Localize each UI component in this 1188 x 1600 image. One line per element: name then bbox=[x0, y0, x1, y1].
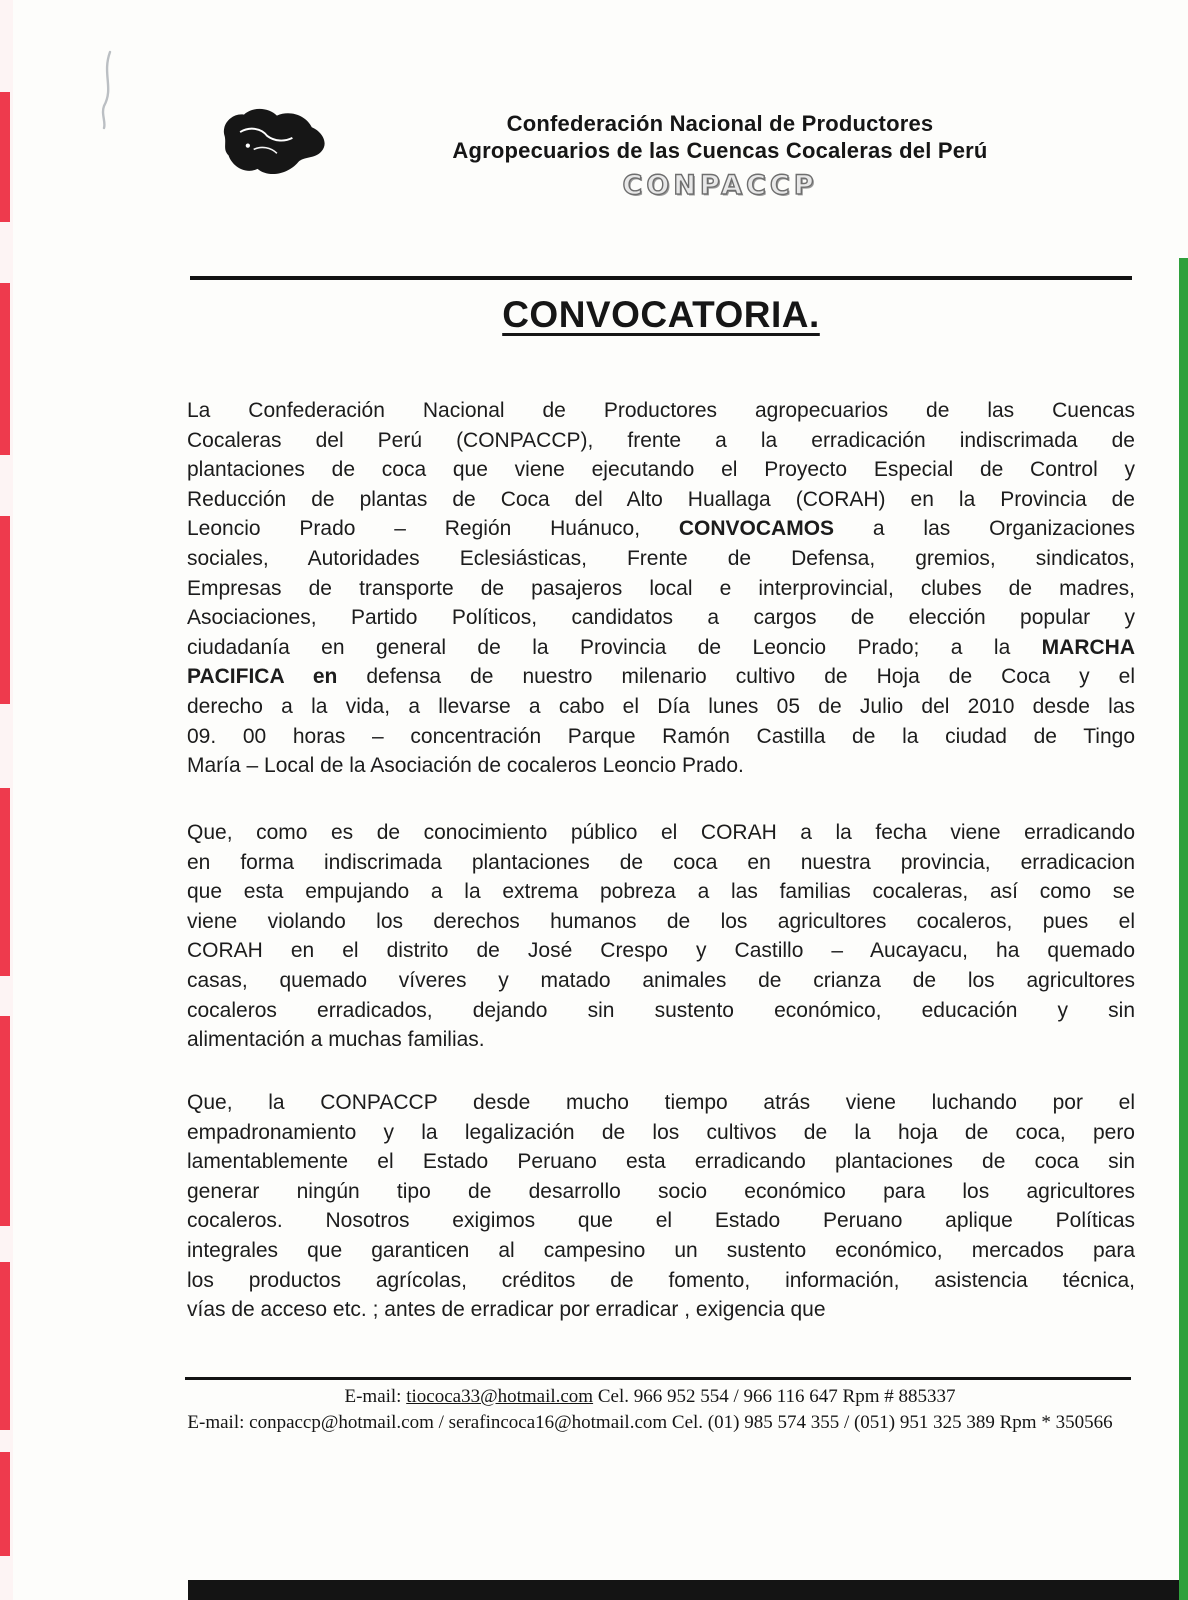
scan-artifact-red-strip bbox=[0, 788, 10, 976]
text-line: los productos agrícolas, créditos de fomento, información, asistencia técnica, bbox=[187, 1268, 1135, 1292]
paragraph-corah bbox=[187, 818, 1135, 1055]
email-label: E-mail: bbox=[344, 1386, 407, 1407]
scan-edge-bottom bbox=[188, 1580, 1188, 1600]
text-line: Empresas de transporte de pasajeros local e interprovincial, clubes de madres, bbox=[187, 576, 1135, 600]
text-line: empadronamiento y la legalización de los cultivos de la hoja de coca, pero bbox=[187, 1120, 1135, 1144]
footer-email-underlined: tiococa33@hotmail.com bbox=[406, 1386, 594, 1407]
text-line: Cocaleras del Perú (CONPACCP), frente a la erradicación indiscrimada de bbox=[187, 428, 1135, 452]
conpaccp-logo-text: CONPACCP bbox=[622, 170, 818, 201]
text-line: cocaleros erradicados, dejando sin sustento económico, educación y sin bbox=[187, 998, 1135, 1022]
text-line: generar ningún tipo de desarrollo socio económico para los agricultores bbox=[187, 1179, 1135, 1203]
footer-phones: Cel. 966 952 554 / 966 116 647 Rpm # 885337 bbox=[593, 1386, 956, 1407]
org-name-block bbox=[370, 110, 1070, 201]
text-line bbox=[187, 633, 1135, 663]
footer-contact-line2: E-mail: conpaccp@hotmail.com / serafincoca16@hotmail.com Cel. (01) 985 574 355 / (051) 951 325 389 Rpm * 350566 bbox=[187, 1412, 1113, 1433]
text-segment: defensa de nuestro milenario cultivo de Hoja de Coca y el bbox=[337, 665, 1136, 689]
pen-mark bbox=[98, 50, 122, 130]
org-name-line1: Confederación Nacional de Productores bbox=[506, 111, 934, 136]
text-line: La Confederación Nacional de Productores agropecuarios de las Cuencas bbox=[187, 399, 1135, 422]
text-line: Asociaciones, Partido Políticos, candidatos a cargos de elección popular y bbox=[187, 606, 1135, 630]
text-line: sociales, Autoridades Eclesiásticas, Frente de Defensa, gremios, sindicatos, bbox=[187, 546, 1135, 570]
scan-artifact-red-strip bbox=[0, 283, 10, 455]
paragraph-conpaccp bbox=[187, 1088, 1135, 1325]
text-segment: Leoncio Prado – Región Huánuco, bbox=[187, 517, 679, 541]
text-line: María – Local de la Asociación de cocaleros Leoncio Prado. bbox=[187, 754, 744, 778]
text-line: viene violando los derechos humanos de los agricultores cocaleros, pues el bbox=[187, 909, 1135, 933]
scan-artifact-red-strip bbox=[0, 92, 10, 222]
text-line bbox=[187, 662, 1135, 692]
text-line: Que, como es de conocimiento público el CORAH a la fecha viene erradicando bbox=[187, 821, 1135, 844]
org-name-line2: Agropecuarios de las Cuencas Cocaleras del Perú bbox=[452, 138, 988, 163]
text-line: 09. 00 horas – concentración Parque Ramón Castilla de la ciudad de Tingo bbox=[187, 724, 1135, 748]
text-line: lamentablemente el Estado Peruano esta erradicando plantaciones de coca sin bbox=[187, 1150, 1135, 1174]
bold-pacifica: PACIFICA en bbox=[187, 665, 338, 689]
scan-artifact-red-strip bbox=[0, 1452, 10, 1556]
text-line bbox=[187, 514, 1135, 544]
text-line: alimentación a muchas familias. bbox=[187, 1028, 485, 1052]
text-segment: ciudadanía en general de la Provincia de Leoncio Prado; a la bbox=[187, 635, 1042, 659]
text-line: en forma indiscrimada plantaciones de coca en nuestra provincia, erradicacion bbox=[187, 850, 1135, 874]
text-line: cocaleros. Nosotros exigimos que el Estado Peruano aplique Políticas bbox=[187, 1209, 1135, 1233]
bold-marcha: MARCHA bbox=[1041, 635, 1135, 659]
scan-artifact-red-strip bbox=[0, 1262, 10, 1430]
text-line: Que, la CONPACCP desde mucho tiempo atrás viene luchando por el bbox=[187, 1091, 1135, 1114]
text-line: vías de acceso etc. ; antes de erradicar por erradicar , exigencia que bbox=[187, 1298, 826, 1322]
text-line: Reducción de plantas de Coca del Alto Huallaga (CORAH) en la Provincia de bbox=[187, 487, 1135, 511]
text-line: derecho a la vida, a llevarse a cabo el Día lunes 05 de Julio del 2010 desde las bbox=[187, 694, 1135, 718]
scan-artifact-red-strip bbox=[0, 1016, 10, 1226]
text-line: que esta empujando a la extrema pobreza a las familias cocaleras, así como se bbox=[187, 880, 1135, 904]
text-segment: a las Organizaciones bbox=[834, 517, 1135, 541]
paragraph-convocatoria bbox=[187, 396, 1135, 781]
scan-artifact-red-strip bbox=[0, 516, 10, 704]
bold-convocamos: CONVOCAMOS bbox=[678, 517, 835, 541]
text-line: CORAH en el distrito de José Crespo y Castillo – Aucayacu, ha quemado bbox=[187, 939, 1135, 963]
text-line: casas, quemado víveres y matado animales de crianza de los agricultores bbox=[187, 968, 1135, 992]
footer-divider bbox=[185, 1377, 1131, 1380]
footer-contact-line1 bbox=[100, 1386, 1188, 1408]
text-line: integrales que garanticen al campesino un sustento económico, mercados para bbox=[187, 1238, 1135, 1262]
document-title: CONVOCATORIA. bbox=[502, 294, 820, 335]
scan-edge-green bbox=[1179, 258, 1188, 1600]
peru-map-logo bbox=[210, 103, 338, 195]
text-line: plantaciones de coca que viene ejecutando el Proyecto Especial de Control y bbox=[187, 458, 1135, 482]
header-divider bbox=[190, 276, 1132, 280]
